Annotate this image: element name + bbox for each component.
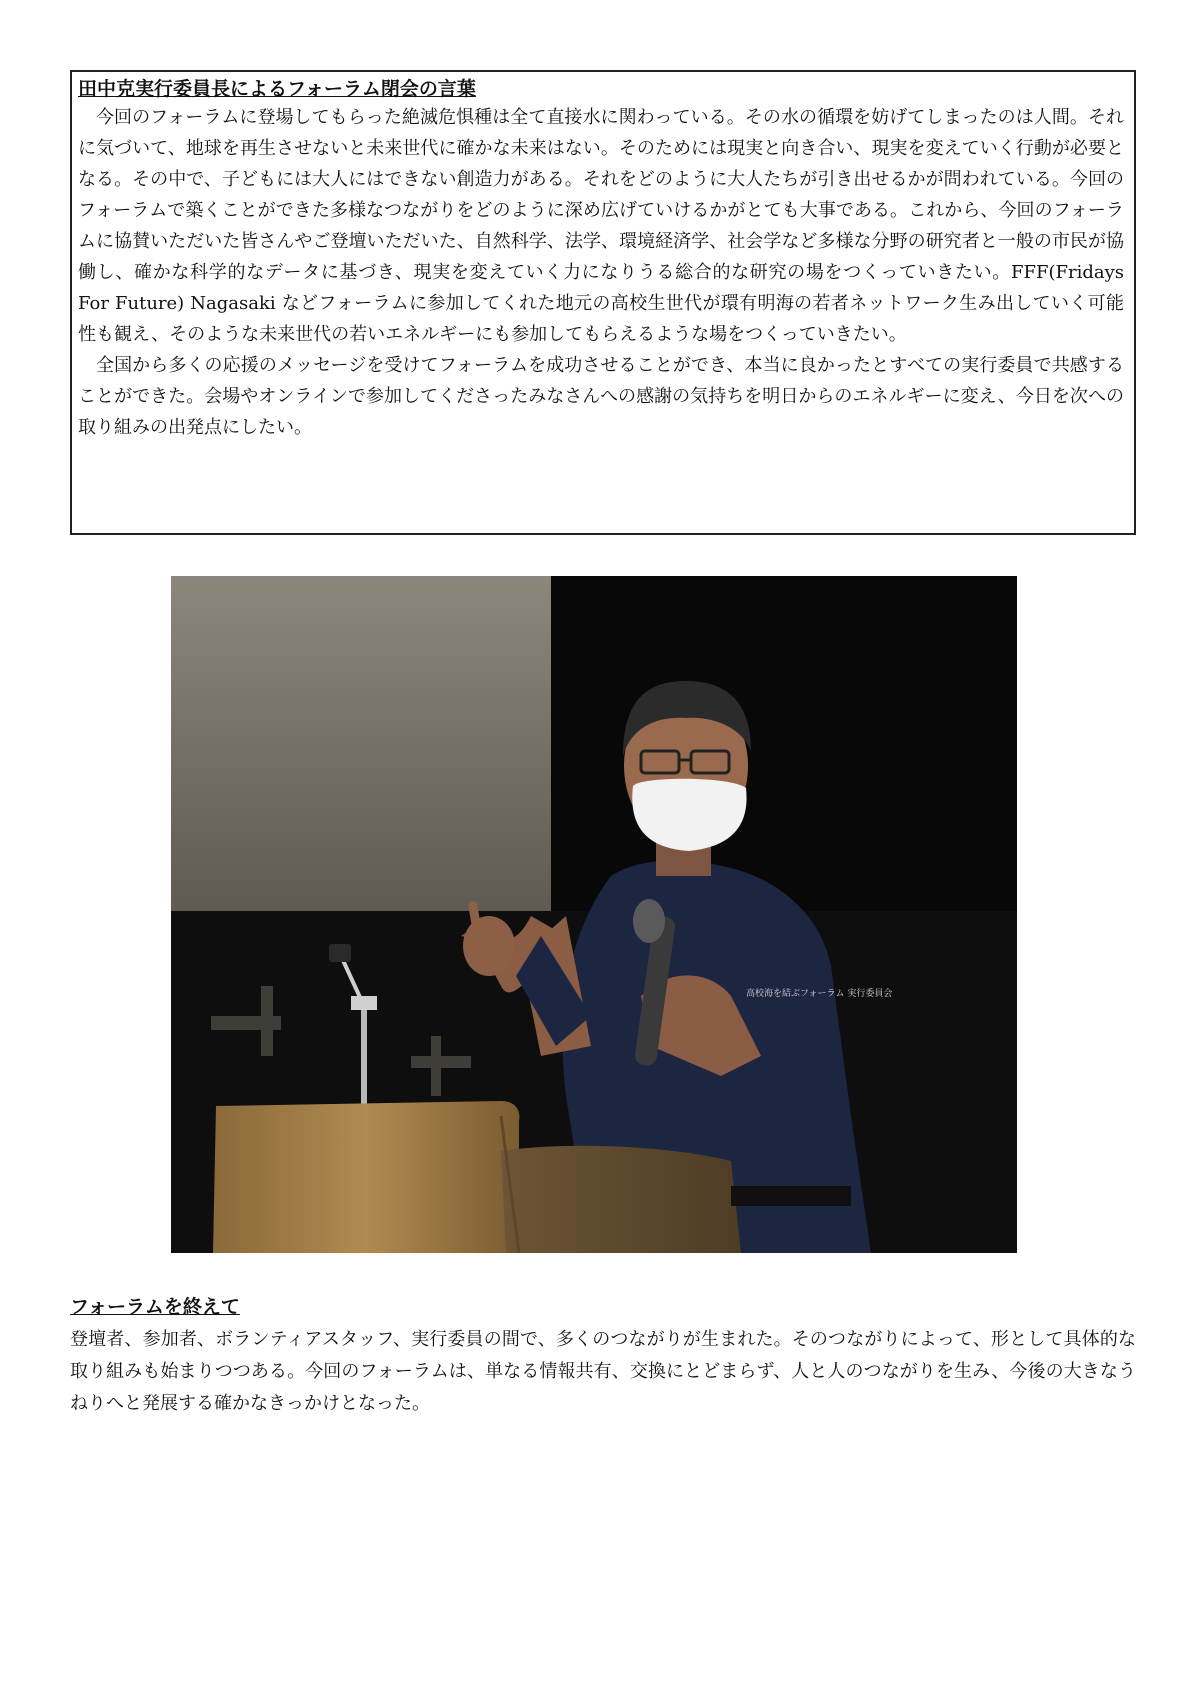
after-forum-section bbox=[70, 1294, 1136, 1420]
closing-remarks-box bbox=[70, 70, 1136, 535]
speaker-photo bbox=[171, 576, 1017, 1253]
closing-remarks-paragraph-1: 今回のフォーラムに登場してもらった絶滅危惧種は全て直接水に関わっている。その水の循環を妨げてしまったのは人間。それに気づいて、地球を再生させないと未来世代に確かな未来はない。そのためには現実と向き合い、現実を変えていく行動が必要となる。その中で、子どもには大人にはできない創造力がある。それをどのように大人たちが引き出せるかが問われている。今回のフォーラムで築くことができた多様なつながりをどのように深め広げていけるかがとても大事である。これから、今回のフォーラムに協賛いただいた皆さんやご登壇いただいた、自然科学、法学、環境経済学、社会学など多様な分野の研究者と一般の市民が協働し、確かな科学的なデータに基づき、現実を変えていく力になりうる総合的な研究の場をつくっていきたい。FFF(Fridays For Future) Nagasaki などフォーラムに参加してくれた地元の高校生世代が環有明海の若者ネットワーク生み出していく可能性も観え、そのような未来世代の若いエネルギーにも参加してもらえるような場をつくっていきたい。 bbox=[78, 107, 1124, 345]
lectern bbox=[213, 1101, 519, 1253]
shirt-print: 高校海を結ぶフォーラム 実行委員会 bbox=[746, 989, 893, 999]
after-forum-title: フォーラムを終えて bbox=[70, 1296, 240, 1318]
closing-remarks-paragraph-2: 全国から多くの応援のメッセージを受けてフォーラムを成功させることができ、本当に良かったとすべての実行委員で共感することができた。会場やオンラインで参加してくださったみなさんへの感謝の気持ちを明日からのエネルギーに変え、今日を次への取り組みの出発点にしたい。 bbox=[78, 355, 1124, 438]
closing-remarks-title: 田中克実行委員長によるフォーラム閉会の言葉 bbox=[78, 78, 476, 100]
projection-screen bbox=[171, 576, 551, 911]
after-forum-body: 登壇者、参加者、ボランティアスタッフ、実行委員の間で、多くのつながりが生まれた。そのつながりによって、形として具体的な取り組みも始まりつつある。今回のフォーラムは、単なる情報共有、交換にとどまらず、人と人のつながりを生み、今後の大きなうねりへと発展する確かなきっかけとなった。 bbox=[70, 1329, 1136, 1414]
speaker-illustration bbox=[171, 576, 1017, 1253]
